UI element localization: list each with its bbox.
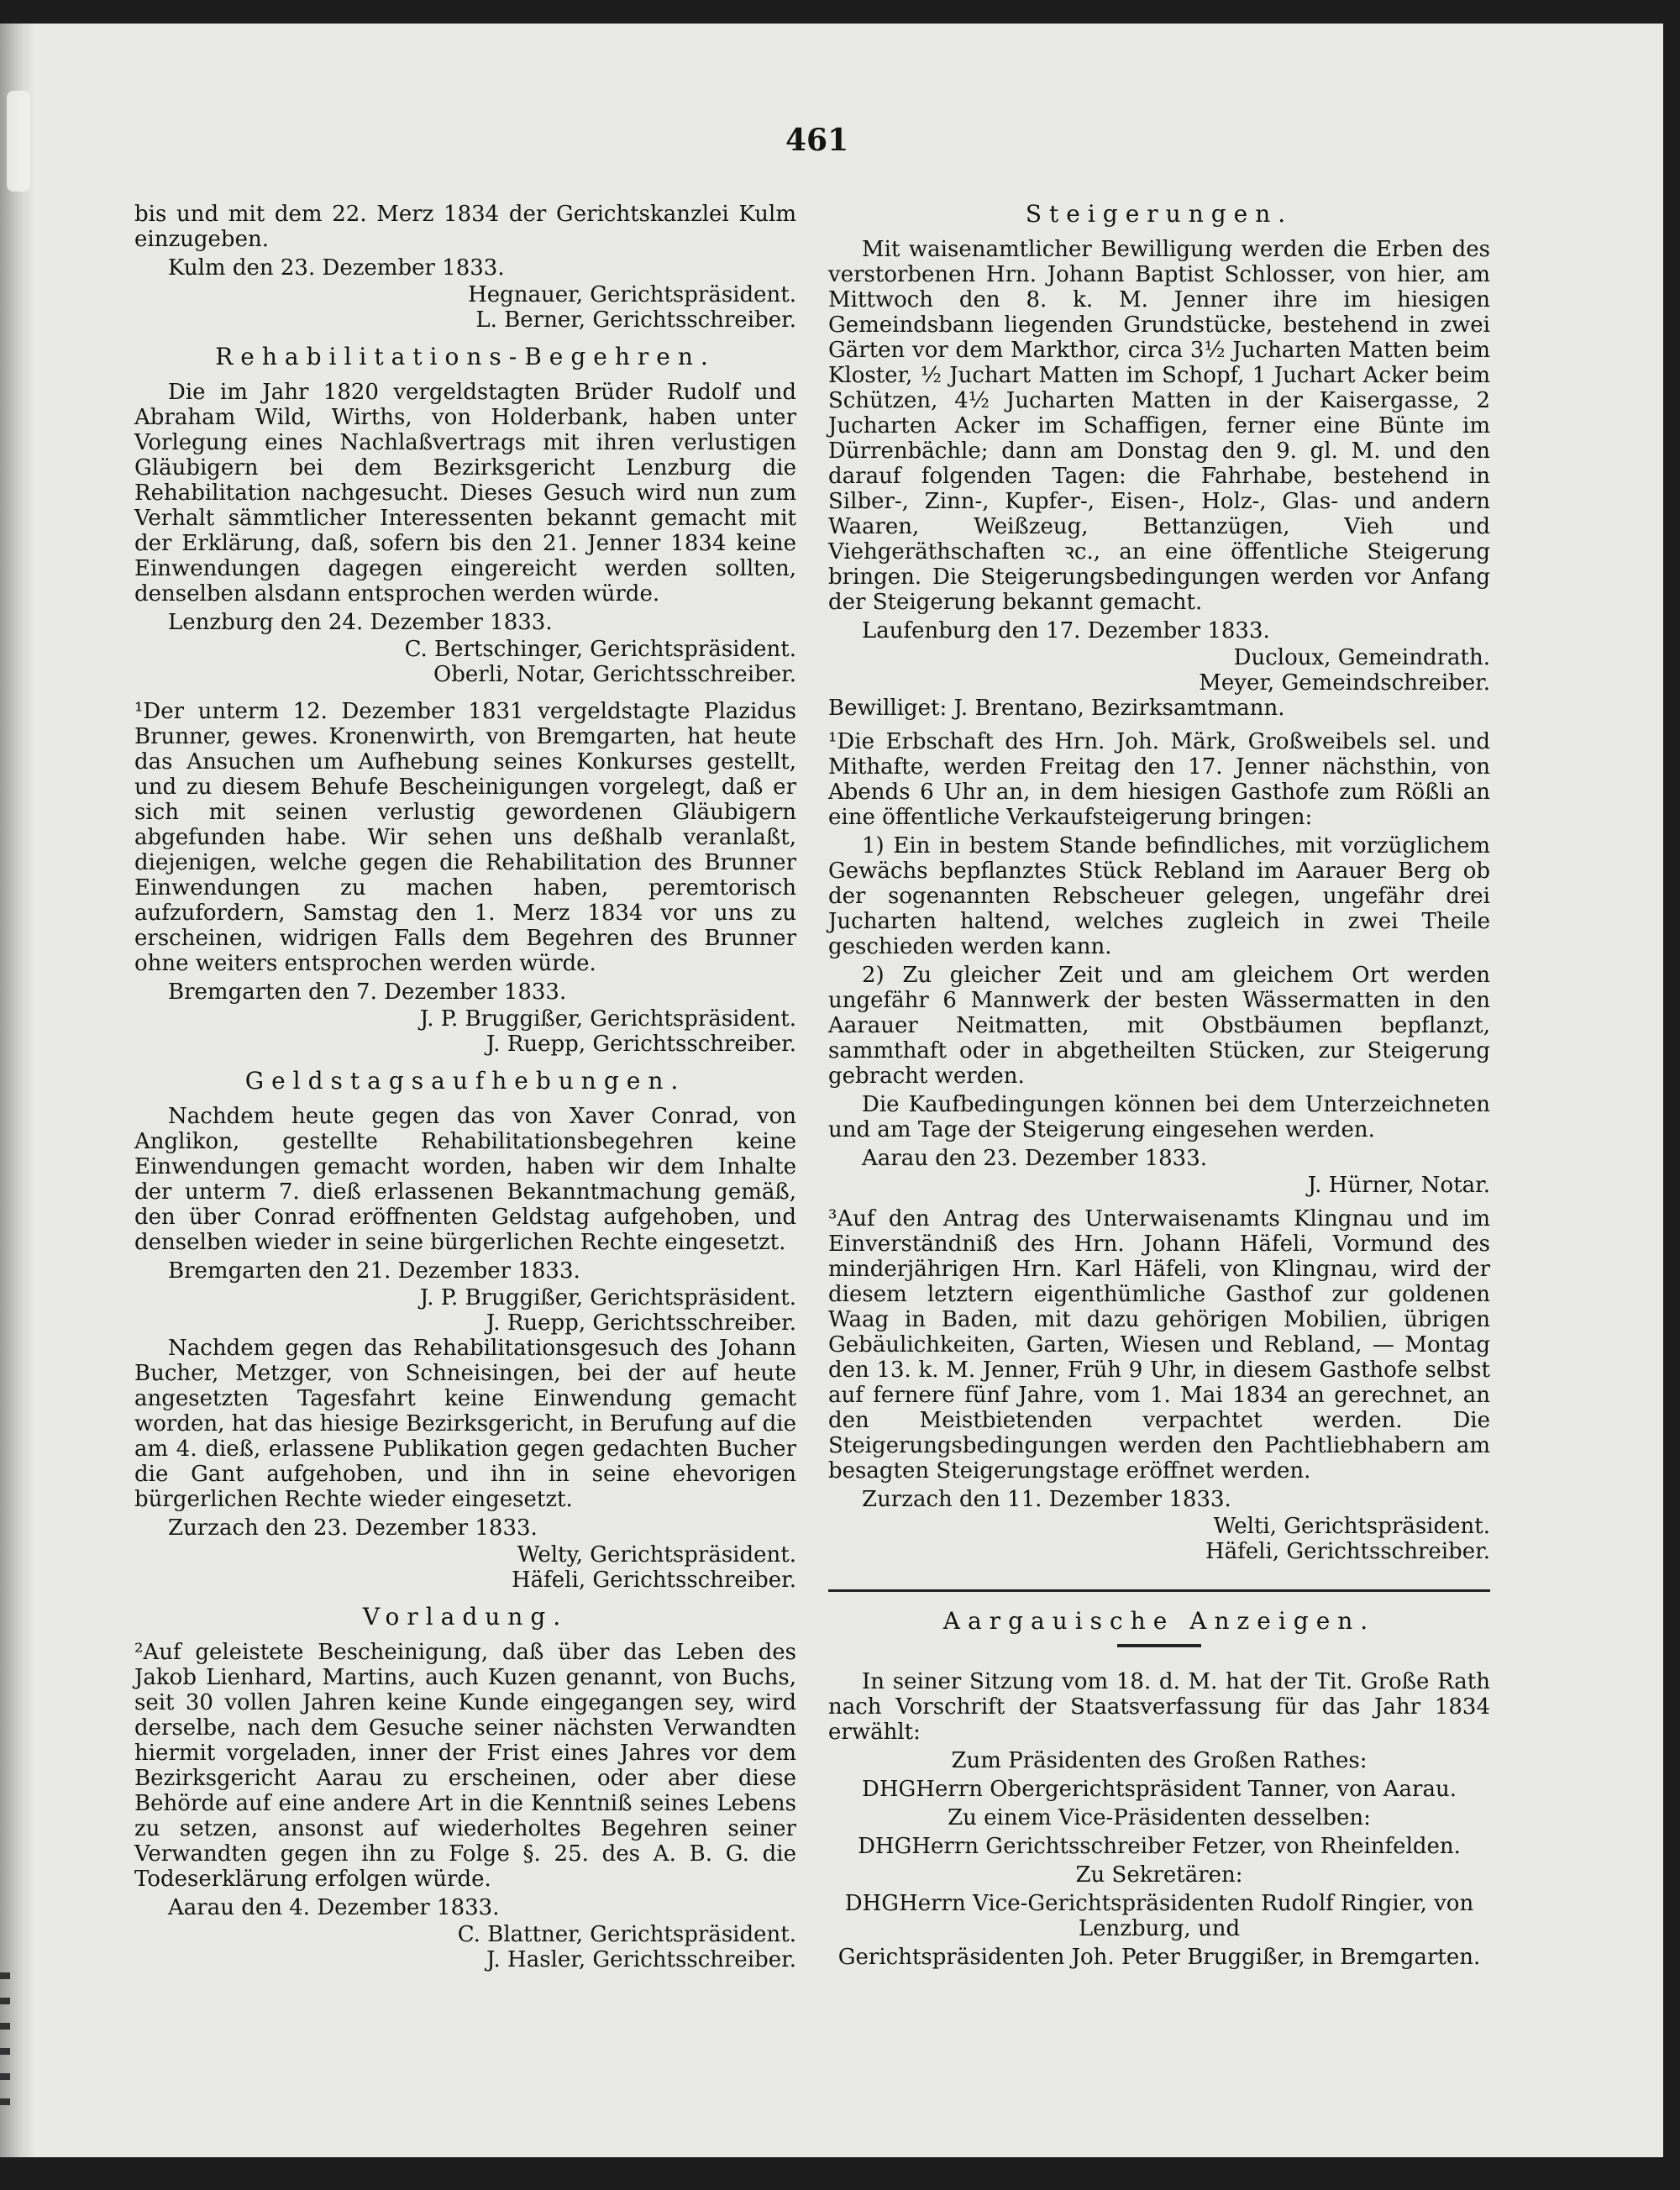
geldstag-notice-1-signature-2: J. Ruepp, Gerichtsschreiber. (486, 1310, 796, 1336)
steigerung-notice-1: Mit waisenamtlicher Bewilligung werden die Erben des verstorbenen Hrn. Johann Baptist Schlosser, von hier, am Mittwoch den 8. k. M. Jenner ihre im hiesigen Gemeindsbann liegenden Grundstücke, bestehend in zwei Gärten vor dem Markthor, circa 3½ Jucharten Matten beim Kloster, ½ Juchart Matten im Schopf, 1 Juchart Acker beim Schützen, 4½ Jucharten Matten in der Kaisergasse, 2 Jucharten Acker im Schaffigen, ferner eine Bünte im Dürrenbächle; dann am Donstag den 9. gl. M. und den darauf folgenden Tagen: die Fahrhabe, bestehend in Silber-, Zinn-, Kupfer-, Eisen-, Holz-, Glas- und andern Waaren, Weißzeug, Bettanzügen, Vieh und Viehgeräthschaften ꝛc., an eine öffentliche Steigerung bringen. Die Steigerungsbedingungen werden vor Anfang der Steigerung bekannt gemacht. (828, 237, 1490, 615)
rehab-notice-2-signature-1: J. P. Bruggißer, Gerichtspräsident. (419, 1006, 796, 1032)
geldstag-notice-2-signature-1: Welty, Gerichtspräsident. (517, 1542, 796, 1568)
intro-text: bis und mit dem 22. Merz 1834 der Gerichtskanzlei Kulm einzugeben. (134, 202, 796, 252)
adjacent-page-edge (0, 1972, 10, 2107)
steigerung-notice-2-signature: J. Hürner, Notar. (1307, 1173, 1490, 1198)
page-sheet (0, 24, 1663, 2157)
steigerung-notice-2-item-1: 1) Ein in bestem Stande befindliches, mit vorzüglichem Gewächs bepflanztes Stück Rebland im Aarauer Berg ob der sogenannten Rebscheuer gelegen, ungefähr drei Jucharten haltend, welches zugleich in zwei Theile geschieden werden kann. (828, 833, 1490, 959)
heading-vorladung: Vorladung. (362, 1603, 569, 1631)
heading-underline (1117, 1644, 1201, 1647)
vorladung-date: Aarau den 4. Dezember 1833. (168, 1895, 500, 1920)
paper-edge-stain (7, 91, 30, 192)
geldstag-notice-1-signature-1: J. P. Bruggißer, Gerichtspräsident. (419, 1285, 796, 1310)
rehab-notice-1-date: Lenzburg den 24. Dezember 1833. (168, 610, 553, 635)
anzeigen-secretary-1: DHGHerrn Vice-Gerichtspräsidenten Rudolf Ringier, von Lenzburg, und (844, 1891, 1474, 1941)
geldstag-notice-1-date: Bremgarten den 21. Dezember 1833. (168, 1258, 580, 1284)
geldstag-notice-2: Nachdem gegen das Rehabilitationsgesuch des Johann Bucher, Metzger, von Schneisingen, bei der auf heute angesetzten Tagesfahrt keine Einwendung gemacht worden, hat das hiesige Bezirksgericht, in Berufung auf die am 4. dieß, erlassene Publikation gegen gedachten Bucher die Gant aufgehoben, und ihn in seine ehevorigen bürgerlichen Rechte wieder eingesetzt. (134, 1336, 796, 1512)
anzeigen-intro: In seiner Sitzung vom 18. d. M. hat der Tit. Große Rath nach Vorschrift der Staatsverfassung für das Jahr 1834 erwählt: (828, 1669, 1490, 1745)
geldstag-notice-2-date: Zurzach den 23. Dezember 1833. (168, 1515, 538, 1541)
section-divider (828, 1589, 1490, 1592)
steigerung-notice-1-signature-2: Meyer, Gemeindschreiber. (1199, 670, 1490, 696)
anzeigen-vice-president: DHGHerrn Gerichtsschreiber Fetzer, von Rheinfelden. (858, 1834, 1461, 1859)
steigerung-notice-3-signature-1: Welti, Gerichtspräsident. (1213, 1514, 1490, 1539)
rehab-notice-2-signature-2: J. Ruepp, Gerichtsschreiber. (486, 1032, 796, 1057)
geldstag-notice-1: Nachdem heute gegen das von Xaver Conrad, von Anglikon, gestellte Rehabilitationsbegehren keine Einwendungen gemacht worden, haben wir dem Inhalte der unterm 7. dieß erlassenen Bekanntmachung gemäß, den über Conrad eröffnenten Geldstag aufgehoben, und denselben wieder in seine bürgerlichen Rechte eingesetzt. (134, 1104, 796, 1255)
rehab-notice-2: ¹Der unterm 12. Dezember 1831 vergeldstagte Plazidus Brunner, gewes. Kronenwirth, von Bremgarten, hat heute das Ansuchen um Aufhebung seines Konkurses gestellt, und zu diesem Behufe Bescheinigungen vorgelegt, daß er sich mit seinen verlustig gewordenen Gläubigern abgefunden habe. Wir sehen uns deßhalb veranlaßt, diejenigen, welche gegen die Rehabilitation des Brunner Einwendungen zu machen haben, peremtorisch aufzufordern, Samstag den 1. Merz 1834 vor uns zu erscheinen, widrigen Falls dem Begehren des Brunner ohne weiters entsprochen werden würde. (134, 699, 796, 976)
steigerung-notice-2-date: Aarau den 23. Dezember 1833. (862, 1146, 1207, 1171)
rehab-notice-2-date: Bremgarten den 7. Dezember 1833. (168, 979, 567, 1005)
anzeigen-heading-secretaries: Zu Sekretären: (1075, 1862, 1243, 1888)
steigerung-notice-1-signature-1: Ducloux, Gemeindrath. (1233, 645, 1490, 670)
geldstag-notice-2-signature-2: Häfeli, Gerichtsschreiber. (512, 1568, 796, 1593)
anzeigen-heading-vice-president: Zu einem Vice-Präsidenten desselben: (948, 1805, 1371, 1830)
heading-rehabilitation: Rehabilitations-Begehren. (215, 343, 716, 370)
rehab-notice-1-signature-2: Oberli, Notar, Gerichtsschreiber. (433, 662, 796, 687)
rehab-notice-1: Die im Jahr 1820 vergeldstagten Brüder Rudolf und Abraham Wild, Wirths, von Holderbank, haben unter Vorlegung eines Nachlaßvertrags mit ihren verlustigen Gläubigern bei dem Bezirksgericht Lenzburg die Rehabilitation nachgesucht. Dieses Gesuch wird nun zum Verhalt sämmtlicher Interessenten bekannt gemacht mit der Erklärung, daß, sofern bis den 21. Jenner 1834 keine Einwendungen dagegen eingereicht werden sollten, denselben alsdann entsprochen werden würde. (134, 380, 796, 607)
rehab-notice-1-signature-1: C. Bertschinger, Gerichtspräsident. (404, 637, 796, 662)
anzeigen-secretary-2: Gerichtspräsidenten Joh. Peter Bruggißer, in Bremgarten. (837, 1945, 1481, 1970)
steigerung-notice-1-approval: Bewilliget: J. Brentano, Bezirksamtmann. (828, 696, 1285, 721)
heading-geldstag: Geldstagsaufhebungen. (244, 1067, 686, 1095)
page-binding-shadow (0, 24, 35, 2157)
vorladung-signature-1: C. Blattner, Gerichtspräsident. (457, 1922, 796, 1947)
steigerung-notice-2: ¹Die Erbschaft des Hrn. Joh. Märk, Großweibels sel. und Mithafte, werden Freitag den 17. Jenner nächsthin, von Abends 6 Uhr an, in dem hiesigen Gasthofe zum Rößli an eine öffentliche Verkaufsteigerung bringen: (828, 729, 1490, 830)
steigerung-notice-2-conditions: Die Kaufbedingungen können bei dem Unterzeichneten und am Tage der Steigerung eingesehen werden. (828, 1092, 1490, 1142)
right-column (828, 202, 1490, 1973)
intro-signature-1: Hegnauer, Gerichtspräsident. (468, 282, 796, 307)
heading-aargauische-anzeigen: Aargauische Anzeigen. (942, 1607, 1376, 1635)
steigerung-notice-2-item-2: 2) Zu gleicher Zeit und am gleichem Ort werden ungefähr 6 Mannwerk der besten Wässermatten in den Aarauer Neitmatten, mit Obstbäumen bepflanzt, sammthaft oder in abgetheilten Stücken, zur Steigerung gebracht werden. (828, 963, 1490, 1089)
vorladung-notice: ²Auf geleistete Bescheinigung, daß über das Leben des Jakob Lienhard, Martins, auch Kuzen genannt, von Buchs, seit 30 vollen Jahren keine Kunde eingegangen sey, wird derselbe, nach dem Gesuche seiner nächsten Verwandten hiermit vorgeladen, inner der Frist eines Jahres vor dem Bezirksgericht Aarau zu erscheinen, oder aber diese Behörde auf eine andere Art in die Kenntniß seines Lebens zu setzen, ansonst auf wiederholtes Begehren seiner Verwandten gegen ihn zu Folge §. 25. des A. B. G. die Todeserklärung erfolgen würde. (134, 1640, 796, 1892)
anzeigen-heading-president: Zum Präsidenten des Großen Rathes: (951, 1748, 1368, 1773)
steigerung-notice-3: ³Auf den Antrag des Unterwaisenamts Klingnau und im Einverständniß des Hrn. Johann Häfeli, Vormund des minderjährigen Hrn. Karl Häfeli, von Klingnau, wird der diesem letztern eigenthümliche Gasthof zur goldenen Waag in Baden, mit dazu gehörigen Mobilien, übrigen Gebäulichkeiten, Garten, Wiesen und Rebland, — Montag den 13. k. M. Jenner, Früh 9 Uhr, in diesem Gasthofe selbst auf fernere fünf Jahre, vom 1. Mai 1834 an gerechnet, an den Meistbietenden verpachtet werden. Die Steigerungsbedingungen werden den Pachtliebhabern am besagten Steigerungstage eröffnet werden. (828, 1206, 1490, 1484)
anzeigen-president: DHGHerrn Obergerichtspräsident Tanner, von Aarau. (862, 1777, 1457, 1802)
steigerung-notice-1-date: Laufenburg den 17. Dezember 1833. (862, 618, 1270, 643)
left-column (134, 202, 796, 1972)
intro-signature-2: L. Berner, Gerichtsschreiber. (475, 307, 796, 333)
heading-steigerungen: Steigerungen. (1025, 200, 1294, 228)
intro-date: Kulm den 23. Dezember 1833. (168, 255, 505, 281)
vorladung-signature-2: J. Hasler, Gerichtsschreiber. (486, 1947, 796, 1972)
steigerung-notice-3-signature-2: Häfeli, Gerichtsschreiber. (1205, 1539, 1490, 1564)
page-number: 461 (785, 123, 849, 158)
steigerung-notice-3-date: Zurzach den 11. Dezember 1833. (862, 1487, 1231, 1512)
